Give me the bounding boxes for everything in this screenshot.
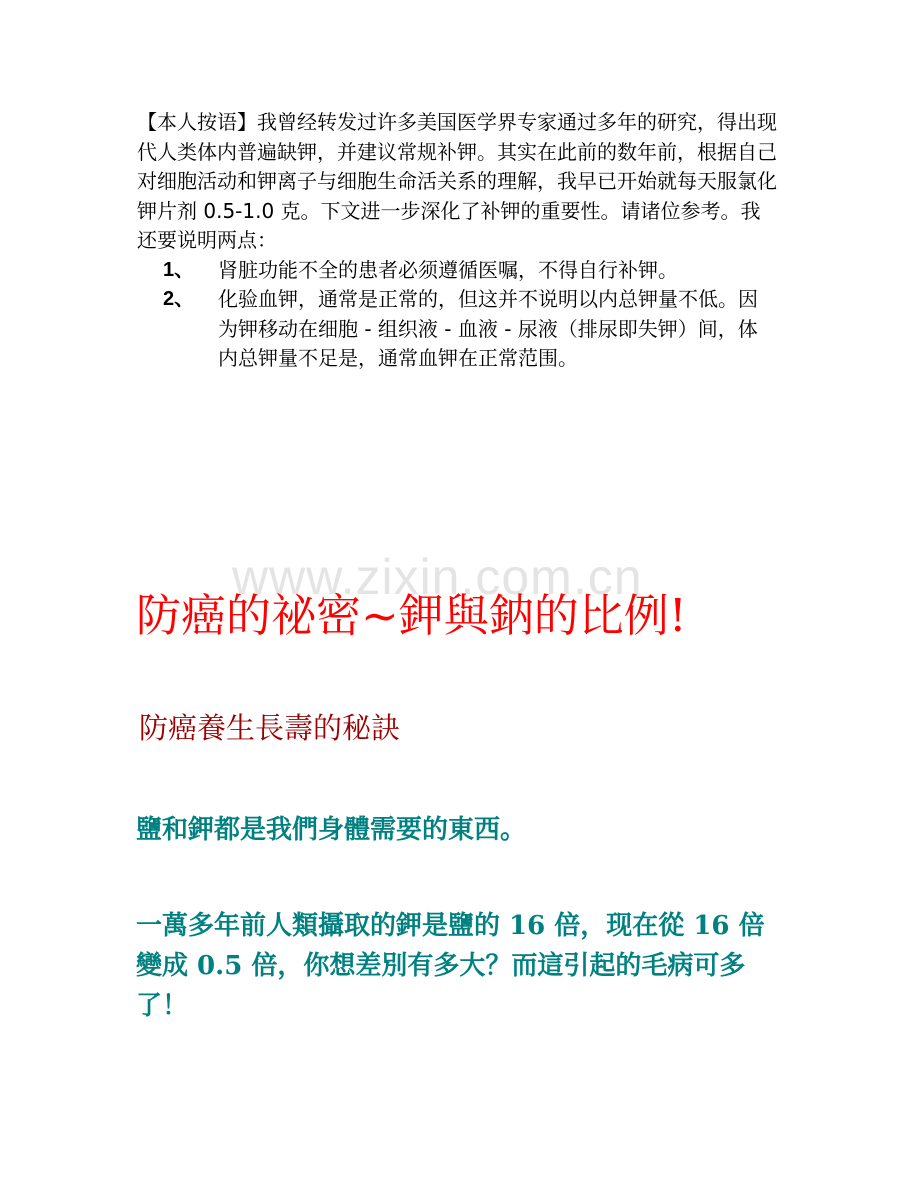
paragraph-salt-potassium: 鹽和鉀都是我們身體需要的東西。 [136, 815, 527, 845]
article-subtitle: 防癌養生長壽的秘訣 [139, 711, 401, 745]
note-item-number: 2、 [163, 288, 195, 310]
author-note [137, 108, 777, 374]
paragraph-ratio-history: 一萬多年前人類攝取的鉀是鹽的 16 倍，现在從 16 倍變成 0.5 倍，你想差別有多大？而這引起的毛病可多了！ [136, 911, 765, 1021]
note-list [137, 256, 777, 374]
note-intro: 【本人按语】我曾经转发过许多美国医学界专家通过多年的研究，得出现代人类体内普遍缺钾，并建议常规补钾。其实在此前的数年前，根据自己对细胞活动和钾离子与细胞生命活关系的理解，我早已开始就每天服氯化钾片剂 0.5-1.0 克。下文进一步深化了补钾的重要性。请诸位参考。我还要说明两点： [137, 110, 777, 252]
note-item-number: 1、 [163, 258, 195, 281]
note-item-text: 化验血钾，通常是正常的，但这并不说明以内总钾量不低。因为钾移动在细胞 - 组织液 - 血液 - 尿液（排尿即失钾）间，体内总钾量不足是，通常血钾在正常范围。 [218, 287, 758, 370]
watermark: www.zixin.com.cn [232, 549, 643, 605]
article-title: 防癌的祕密~鉀與鈉的比例! [136, 589, 687, 642]
note-item-text: 肾脏功能不全的患者必须遵循医嘱，不得自行补钾。 [218, 257, 678, 282]
note-item-2 [137, 285, 777, 374]
note-item-1 [137, 256, 777, 286]
